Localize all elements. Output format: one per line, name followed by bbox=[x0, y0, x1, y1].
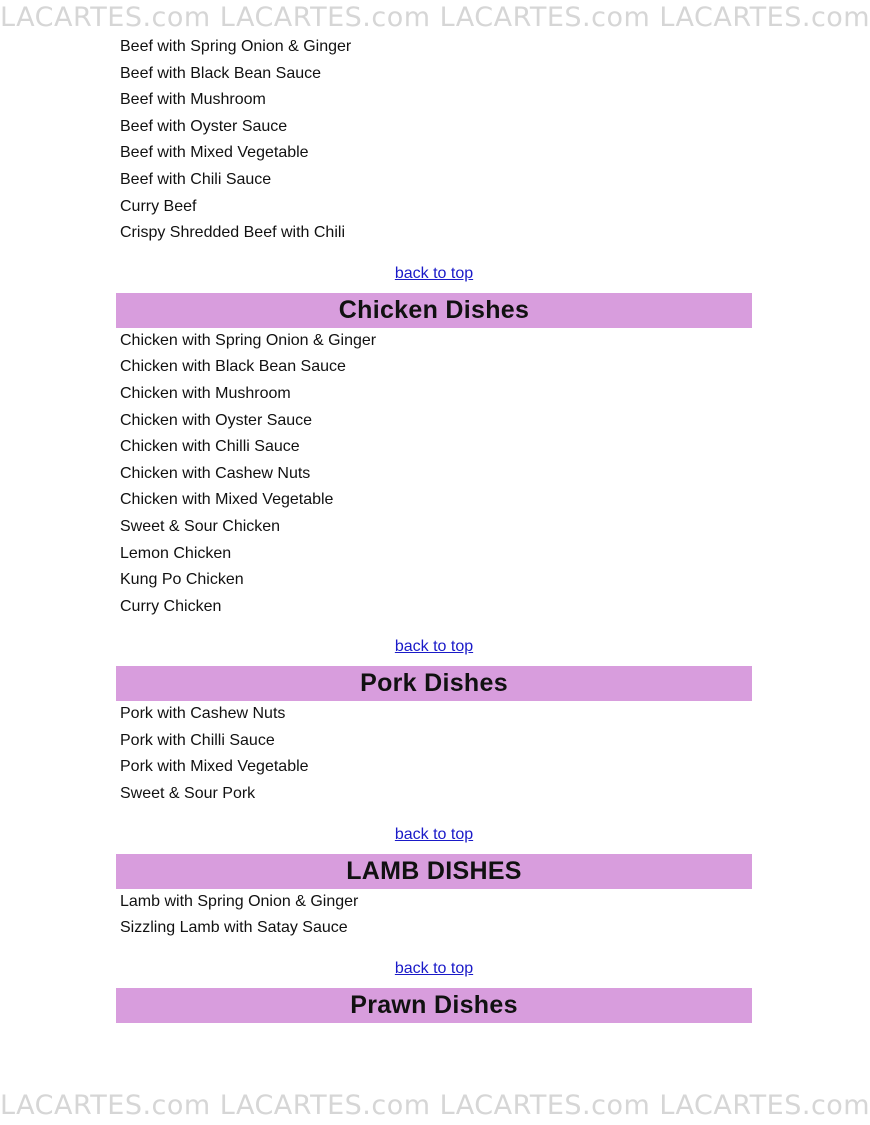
chicken-dish-list bbox=[116, 328, 752, 621]
dish-item: Lamb with Spring Onion & Ginger bbox=[120, 892, 359, 910]
section-header-pork: Pork Dishes bbox=[116, 666, 752, 701]
dish-item: Sweet & Sour Pork bbox=[120, 785, 256, 803]
back-to-top-chicken bbox=[116, 634, 752, 660]
lamb-dish-list bbox=[116, 889, 752, 942]
pork-dish-list bbox=[116, 701, 752, 807]
dish-item: Sizzling Lamb with Satay Sauce bbox=[120, 919, 348, 937]
dish-item: Beef with Chili Sauce bbox=[120, 170, 272, 188]
dish-item: Sweet & Sour Chicken bbox=[120, 517, 281, 535]
dish-item: Chicken with Cashew Nuts bbox=[120, 464, 311, 482]
dish-item: Beef with Oyster Sauce bbox=[120, 117, 288, 135]
dish-item: Beef with Black Bean Sauce bbox=[120, 64, 322, 82]
back-to-top-link[interactable]: back to top bbox=[394, 959, 474, 977]
section-header-prawn: Prawn Dishes bbox=[116, 988, 752, 1023]
beef-dish-list bbox=[116, 34, 752, 247]
dish-item: Chicken with Mushroom bbox=[120, 384, 291, 402]
dish-item: Chicken with Mixed Vegetable bbox=[120, 491, 334, 509]
dish-item: Curry Chicken bbox=[120, 597, 222, 615]
dish-item: Curry Beef bbox=[120, 197, 197, 215]
dish-item: Chicken with Oyster Sauce bbox=[120, 411, 313, 429]
menu-content bbox=[116, 34, 752, 1023]
watermark-bottom: LACARTES.com LACARTES.com LACARTES.com LACARTES.com bbox=[0, 1090, 870, 1121]
back-to-top-link[interactable]: back to top bbox=[394, 638, 474, 656]
watermark-top: LACARTES.com LACARTES.com LACARTES.com LACARTES.com bbox=[0, 2, 870, 33]
dish-item: Pork with Mixed Vegetable bbox=[120, 758, 309, 776]
dish-item: Lemon Chicken bbox=[120, 544, 232, 562]
dish-item: Chicken with Chilli Sauce bbox=[120, 438, 300, 456]
dish-item: Pork with Cashew Nuts bbox=[120, 705, 286, 723]
dish-item: Chicken with Black Bean Sauce bbox=[120, 358, 346, 376]
section-header-lamb: LAMB DISHES bbox=[116, 854, 752, 889]
section-header-chicken: Chicken Dishes bbox=[116, 293, 752, 328]
back-to-top-pork bbox=[116, 822, 752, 848]
dish-item: Beef with Spring Onion & Ginger bbox=[120, 38, 352, 55]
back-to-top-link[interactable]: back to top bbox=[394, 825, 474, 843]
back-to-top-beef bbox=[116, 261, 752, 287]
back-to-top-link[interactable]: back to top bbox=[394, 264, 474, 282]
dish-item: Beef with Mixed Vegetable bbox=[120, 144, 309, 162]
dish-item: Crispy Shredded Beef with Chili bbox=[120, 224, 345, 242]
dish-item: Beef with Mushroom bbox=[120, 91, 266, 109]
dish-item: Chicken with Spring Onion & Ginger bbox=[120, 331, 377, 349]
dish-item: Pork with Chilli Sauce bbox=[120, 731, 275, 749]
dish-item: Kung Po Chicken bbox=[120, 571, 244, 589]
back-to-top-lamb bbox=[116, 956, 752, 982]
